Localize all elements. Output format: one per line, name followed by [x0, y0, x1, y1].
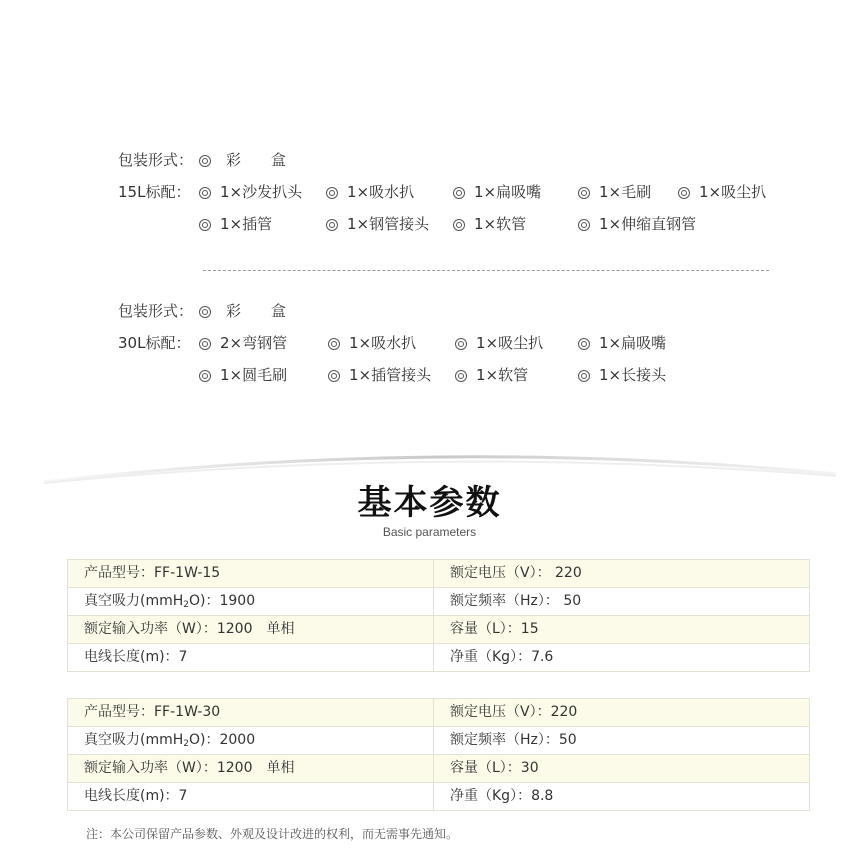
option-item	[199, 150, 220, 170]
accessory-item: 1×长接头	[578, 365, 666, 385]
table-cell: 真空吸力(mmH$_2$O)：1900	[68, 588, 434, 616]
table-row	[68, 755, 810, 783]
pack-value: 彩 盒	[226, 151, 287, 169]
radio-circle-icon	[328, 370, 340, 382]
table-cell: 容量（L）：30	[434, 755, 810, 783]
radio-circle-icon	[199, 338, 211, 350]
accessory-item: 1×吸水扒	[328, 333, 416, 353]
pack-label: 包装形式：	[118, 151, 194, 169]
accessory-item: 1×扁吸嘴	[578, 333, 666, 353]
table-cell: 额定输入功率（W）：1200 单相	[68, 616, 434, 644]
accessory-item: 1×伸缩直钢管	[578, 214, 696, 234]
table-cell: 额定输入功率（W）：1200 单相	[68, 755, 434, 783]
std-label: 15L标配：	[118, 183, 191, 201]
section-subtitle: Basic parameters	[382, 525, 477, 539]
table-cell: 额定频率（Hz）：50	[434, 727, 810, 755]
accessory-item: 1×软管	[455, 365, 528, 385]
radio-circle-icon	[326, 187, 338, 199]
radio-circle-icon	[199, 155, 211, 167]
radio-circle-icon	[578, 219, 590, 231]
radio-circle-icon	[455, 338, 467, 350]
radio-circle-icon	[199, 219, 211, 231]
table-cell: 额定电压（V）： 220	[434, 560, 810, 588]
radio-circle-icon	[326, 219, 338, 231]
table-row	[68, 560, 810, 588]
table-cell: 净重（Kg）：7.6	[434, 644, 810, 672]
accessory-item: 1×吸尘扒	[678, 182, 766, 202]
radio-circle-icon	[578, 338, 590, 350]
radio-circle-icon	[578, 370, 590, 382]
radio-circle-icon	[453, 187, 465, 199]
table-cell: 额定电压（V）：220	[434, 699, 810, 727]
pack-label: 包装形式：	[118, 302, 194, 320]
accessory-item: 1×插管接头	[328, 365, 431, 385]
accessory-item: 1×扁吸嘴	[453, 182, 541, 202]
accessory-item: 1×软管	[453, 214, 526, 234]
table-row	[68, 644, 810, 672]
table-cell: 容量（L）：15	[434, 616, 810, 644]
footnote: 注：本公司保留产品参数、外观及设计改进的权利，而无需事先通知。	[86, 827, 459, 841]
table-row	[68, 727, 810, 755]
radio-circle-icon	[678, 187, 690, 199]
radio-circle-icon	[453, 219, 465, 231]
radio-circle-icon	[578, 187, 590, 199]
radio-circle-icon	[328, 338, 340, 350]
table-row	[68, 783, 810, 811]
option-item	[199, 301, 220, 321]
decorative-arc	[40, 440, 840, 484]
accessory-item: 2×弯钢管	[199, 333, 287, 353]
accessory-item: 1×毛刷	[578, 182, 651, 202]
table-cell: 电线长度(m)：7	[68, 644, 434, 672]
radio-circle-icon	[199, 306, 211, 318]
accessory-item: 1×沙发扒头	[199, 182, 302, 202]
radio-circle-icon	[199, 187, 211, 199]
table-cell: 真空吸力(mmH$_2$O)：2000	[68, 727, 434, 755]
table-cell: 产品型号：FF-1W-15	[68, 560, 434, 588]
spec-table-30l	[67, 698, 810, 811]
table-row	[68, 616, 810, 644]
spec-table-15l	[67, 559, 810, 672]
table-cell: 净重（Kg）：8.8	[434, 783, 810, 811]
accessory-item: 1×吸水扒	[326, 182, 414, 202]
accessory-item: 1×吸尘扒	[455, 333, 543, 353]
section-title: 基本参数	[357, 483, 502, 523]
table-row	[68, 699, 810, 727]
table-row	[68, 588, 810, 616]
dashed-divider	[203, 270, 769, 271]
radio-circle-icon	[455, 370, 467, 382]
radio-circle-icon	[199, 370, 211, 382]
accessory-item: 1×插管	[199, 214, 272, 234]
accessory-item: 1×钢管接头	[326, 214, 429, 234]
pack-value: 彩 盒	[226, 302, 287, 320]
table-cell: 产品型号：FF-1W-30	[68, 699, 434, 727]
table-cell: 额定频率（Hz）： 50	[434, 588, 810, 616]
std-label: 30L标配：	[118, 334, 191, 352]
accessory-item: 1×圆毛刷	[199, 365, 287, 385]
table-cell: 电线长度(m)：7	[68, 783, 434, 811]
